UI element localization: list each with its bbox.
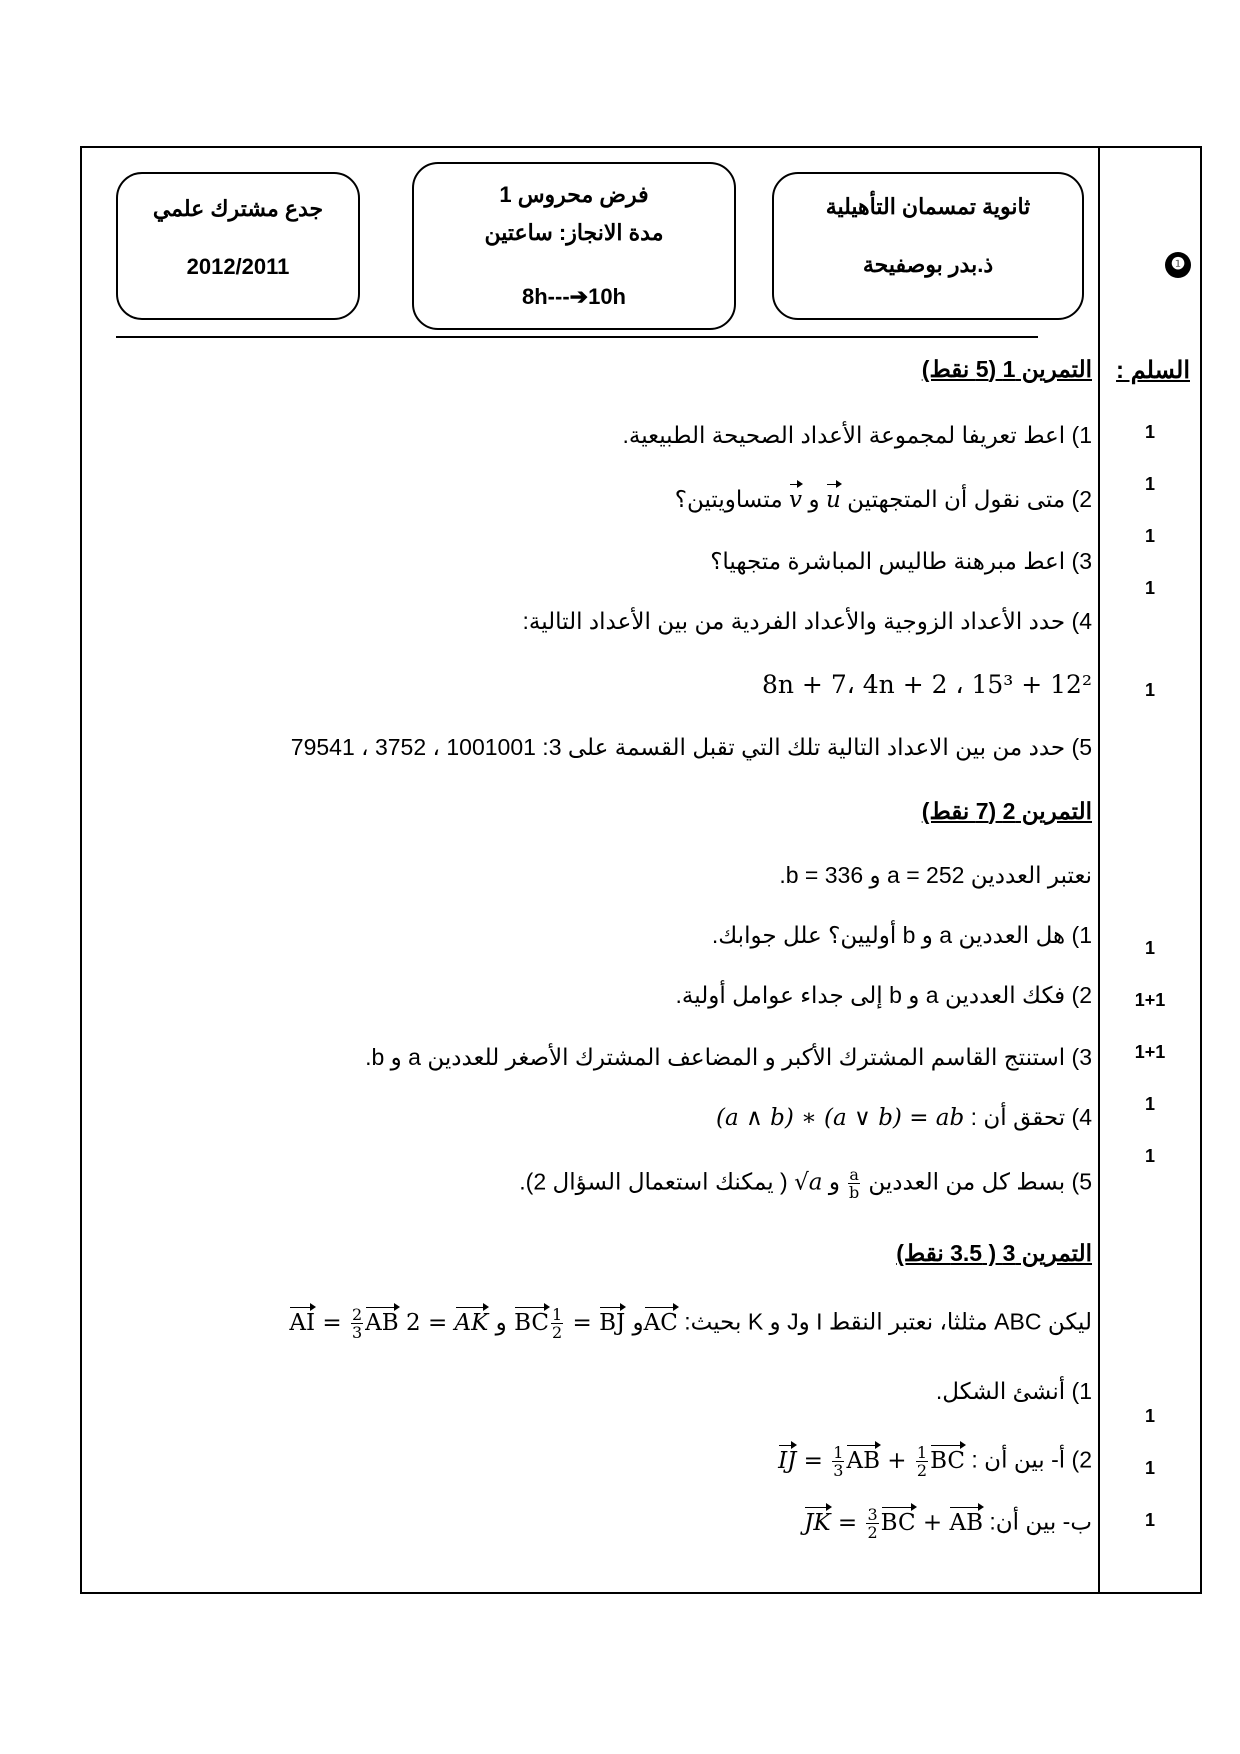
score-ex3-q1: 1 (1144, 1406, 1155, 1426)
exam-duration: مدة الانجاز: ساعتين (484, 220, 664, 245)
ex1-q3: 3) اعط مبرهنة طاليس المباشرة متجهيا؟ (710, 548, 1092, 574)
ex3-vector-relations: AI = $\frac{2}{3}$ AB و BJ = $\frac{1}{2}$ BC و AK = 2 AC (289, 1305, 678, 1342)
ex2-q5-end: ( يمكنك استعمال السؤال 2). (519, 1168, 788, 1195)
vector-v: v (789, 487, 803, 513)
class-info-box (116, 172, 360, 320)
teacher-name: ذ.بدر بوصفيحة (862, 252, 994, 277)
score-ex2-q5: 1 (1144, 1146, 1155, 1166)
ex2-q1: 1) هل العددين a و b أوليين؟ علل جوابك. (711, 922, 1092, 948)
ex1-title: التمرين 1 (5 نقط) (921, 356, 1092, 382)
ex1-q4: 4) حدد الأعداد الزوجية والأعداد الفردية من بين الأعداد التالية: (522, 608, 1092, 634)
score-ex1-q1: 1 (1144, 422, 1155, 442)
ex2-q4 (716, 1104, 1092, 1131)
score-ex1-q2: 1 (1144, 474, 1155, 494)
scale-title: السلم : (1116, 357, 1190, 384)
score-ex2-q1: 1 (1144, 938, 1155, 958)
ex3-intro (289, 1306, 1092, 1341)
ex2-q3: 3) استنتج القاسم المشترك الأكبر و المضاعف المشترك الأصغر للعددين a و b. (365, 1044, 1092, 1070)
ex2-q4-text: 4) تحقق أن : (970, 1104, 1092, 1130)
ex1-q5-text: 5) حدد من بين الاعداد التالية تلك التي تقبل القسمة على 3: (542, 734, 1092, 760)
ex3-q2b (804, 1506, 1092, 1541)
school-year: 2012/2011 (186, 254, 290, 279)
class-name: جدع مشترك علمي (152, 196, 324, 221)
scale-column-divider (1098, 146, 1100, 1594)
ex2-q5 (519, 1166, 1092, 1201)
ex1-q5 (291, 734, 1092, 761)
ex1-q2-start: 2) متى نقول أن المتجهتين (847, 486, 1092, 512)
ex2-q5-and: و (828, 1168, 840, 1195)
vector-u: u (825, 487, 841, 513)
exam-info-box (412, 162, 736, 330)
score-ex3-q2a: 1 (1144, 1458, 1155, 1478)
ex1-q2-and: و (808, 486, 820, 512)
score-ex2-q3: 1+1 (1134, 1042, 1166, 1062)
ex2-q5-start: 5) بسط كل من العددين (868, 1168, 1092, 1195)
ex3-title: التمرين 3 ( 3.5 نقط) (896, 1240, 1092, 1266)
ex2-q4-expression: (a ∧ b) ∗ (a ∨ b) = ab (715, 1105, 965, 1131)
score-ex2-q2: 1+1 (1134, 990, 1166, 1010)
ex1-q2-end: متساويتين؟ (674, 486, 783, 512)
ex1-q4-expression: 12² + 15³ ، 8n + 7، 4n + 2 (761, 670, 1092, 699)
score-ex3-q2b: 1 (1144, 1510, 1155, 1530)
ex2-title: التمرين 2 (7 نقط) (921, 798, 1092, 824)
ex3-q2a-relation: IJ = $\frac{1}{3}$ AB + $\frac{1}{2}$ BC (778, 1443, 966, 1480)
ex3-q2b-relation: JK = $\frac{3}{2}$ BC + AB (804, 1505, 983, 1542)
school-name: ثانوية تمسمان التأهيلية (825, 194, 1031, 219)
ex3-q2a-text: 2) أ- بين أن : (971, 1446, 1092, 1473)
score-ex1-q4: 1 (1144, 578, 1155, 598)
fraction-numerator: a (849, 1165, 859, 1184)
exam-time: 8h---➔10h (522, 284, 626, 309)
ex3-intro-text: ليكن ABC مثلثا، نعتبر النقط I وJ و K بحيث: (684, 1308, 1092, 1335)
fraction-a-over-b (848, 1166, 860, 1201)
ex3-q2a (778, 1444, 1092, 1479)
ex2-intro: نعتبر العددين a = 252 و b = 336. (779, 862, 1092, 888)
fraction-denominator: b (849, 1183, 860, 1202)
score-ex1-q3: 1 (1144, 526, 1155, 546)
ex1-q1: 1) اعط تعريفا لمجموعة الأعداد الصحيحة الطبيعية. (622, 422, 1092, 448)
score-ex2-q4: 1 (1144, 1094, 1155, 1114)
ex1-q5-numbers: 1001001 ، 3752 ، 79541 (290, 734, 536, 760)
header-separator (116, 336, 1038, 338)
ex3-q2b-text: ب- بين أن: (989, 1508, 1092, 1535)
school-info-box (772, 172, 1084, 320)
ex1-q2 (675, 486, 1092, 513)
page-number-badge: ❶ (1165, 252, 1191, 278)
ex2-q2: 2) فكك العددين a و b إلى جداء عوامل أولية. (675, 982, 1092, 1008)
ex3-q1: 1) أنشئ الشكل. (935, 1378, 1092, 1404)
sqrt-a: √a (794, 1169, 823, 1196)
score-ex1-q5: 1 (1144, 680, 1155, 700)
exam-title: فرض محروس 1 (499, 182, 649, 207)
